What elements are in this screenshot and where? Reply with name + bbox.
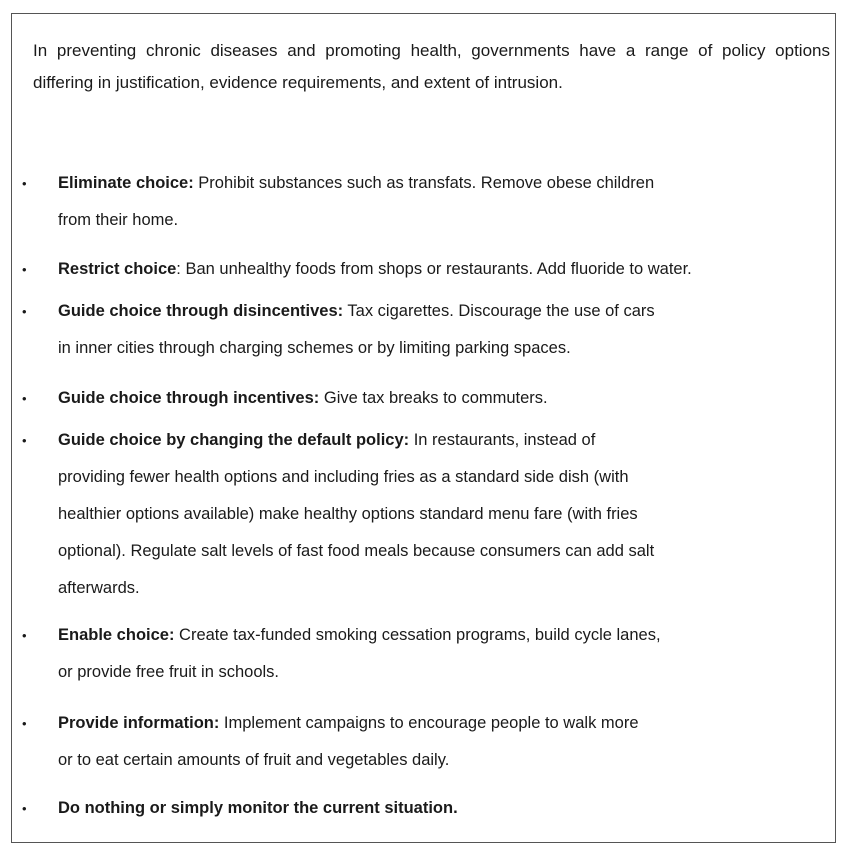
list-item-text xyxy=(58,422,654,607)
list-item-line xyxy=(58,422,654,459)
list-item-term: Eliminate choice: xyxy=(58,174,194,192)
list-item-line: providing fewer health options and including fries as a standard side dish (with xyxy=(58,468,629,486)
list-item-line: or to eat certain amounts of fruit and vegetables daily. xyxy=(58,751,450,769)
list-item-text xyxy=(58,705,639,779)
list-item-line xyxy=(58,251,692,288)
list-item-description: Tax cigarettes. Discourage the use of cars xyxy=(343,302,655,320)
list-item-term: Provide information: xyxy=(58,714,220,732)
bullet-icon: • xyxy=(22,716,27,731)
list-item-term: Enable choice: xyxy=(58,626,175,644)
list-item-description: Create tax-funded smoking cessation programs, build cycle lanes, xyxy=(174,626,661,644)
list-item-term: Restrict choice xyxy=(58,260,177,278)
list-item-text xyxy=(58,251,692,288)
intro-paragraph: In preventing chronic diseases and promoting health, governments have a range of policy options differing in justification, evidence requirements, and extent of intrusion. xyxy=(33,41,830,92)
list-item-line: in inner cities through charging schemes or by limiting parking spaces. xyxy=(58,339,571,357)
list-item-term: Guide choice through disincentives: xyxy=(58,302,344,320)
list-item-description: : Ban unhealthy foods from shops or restaurants. Add fluoride to water. xyxy=(176,260,692,278)
bullet-icon: • xyxy=(22,262,27,277)
list-item-term: Guide choice by changing the default policy: xyxy=(58,431,410,449)
list-item-text xyxy=(58,293,655,367)
list-item-line: afterwards. xyxy=(58,579,140,597)
list-item-term: Do nothing or simply monitor the current situation. xyxy=(58,799,458,817)
list-item-description: Give tax breaks to commuters. xyxy=(319,389,548,407)
list-item-line xyxy=(58,293,655,330)
list-item-term: Guide choice through incentives: xyxy=(58,389,320,407)
list-item-line xyxy=(58,790,458,827)
bullet-icon: • xyxy=(22,433,27,448)
list-item-text xyxy=(58,165,654,239)
list-item-description: In restaurants, instead of xyxy=(409,431,596,449)
list-item-text xyxy=(58,790,458,827)
bullet-icon: • xyxy=(22,801,27,816)
list-item-line: from their home. xyxy=(58,211,179,229)
list-item-line: optional). Regulate salt levels of fast food meals because consumers can add salt xyxy=(58,542,655,560)
bullet-icon: • xyxy=(22,391,27,406)
list-item-description: Implement campaigns to encourage people to walk more xyxy=(219,714,639,732)
list-item-line xyxy=(58,380,548,417)
list-item-description: Prohibit substances such as transfats. Remove obese children xyxy=(193,174,655,192)
list-item-line xyxy=(58,617,661,654)
list-item-line xyxy=(58,165,654,202)
list-item-text xyxy=(58,380,548,417)
bullet-icon: • xyxy=(22,304,27,319)
bullet-icon: • xyxy=(22,176,27,191)
list-item-line xyxy=(58,705,639,742)
list-item-line: healthier options available) make healthy options standard menu fare (with fries xyxy=(58,505,638,523)
bullet-icon: • xyxy=(22,628,27,643)
list-item-text xyxy=(58,617,661,691)
list-item-line: or provide free fruit in schools. xyxy=(58,663,280,681)
